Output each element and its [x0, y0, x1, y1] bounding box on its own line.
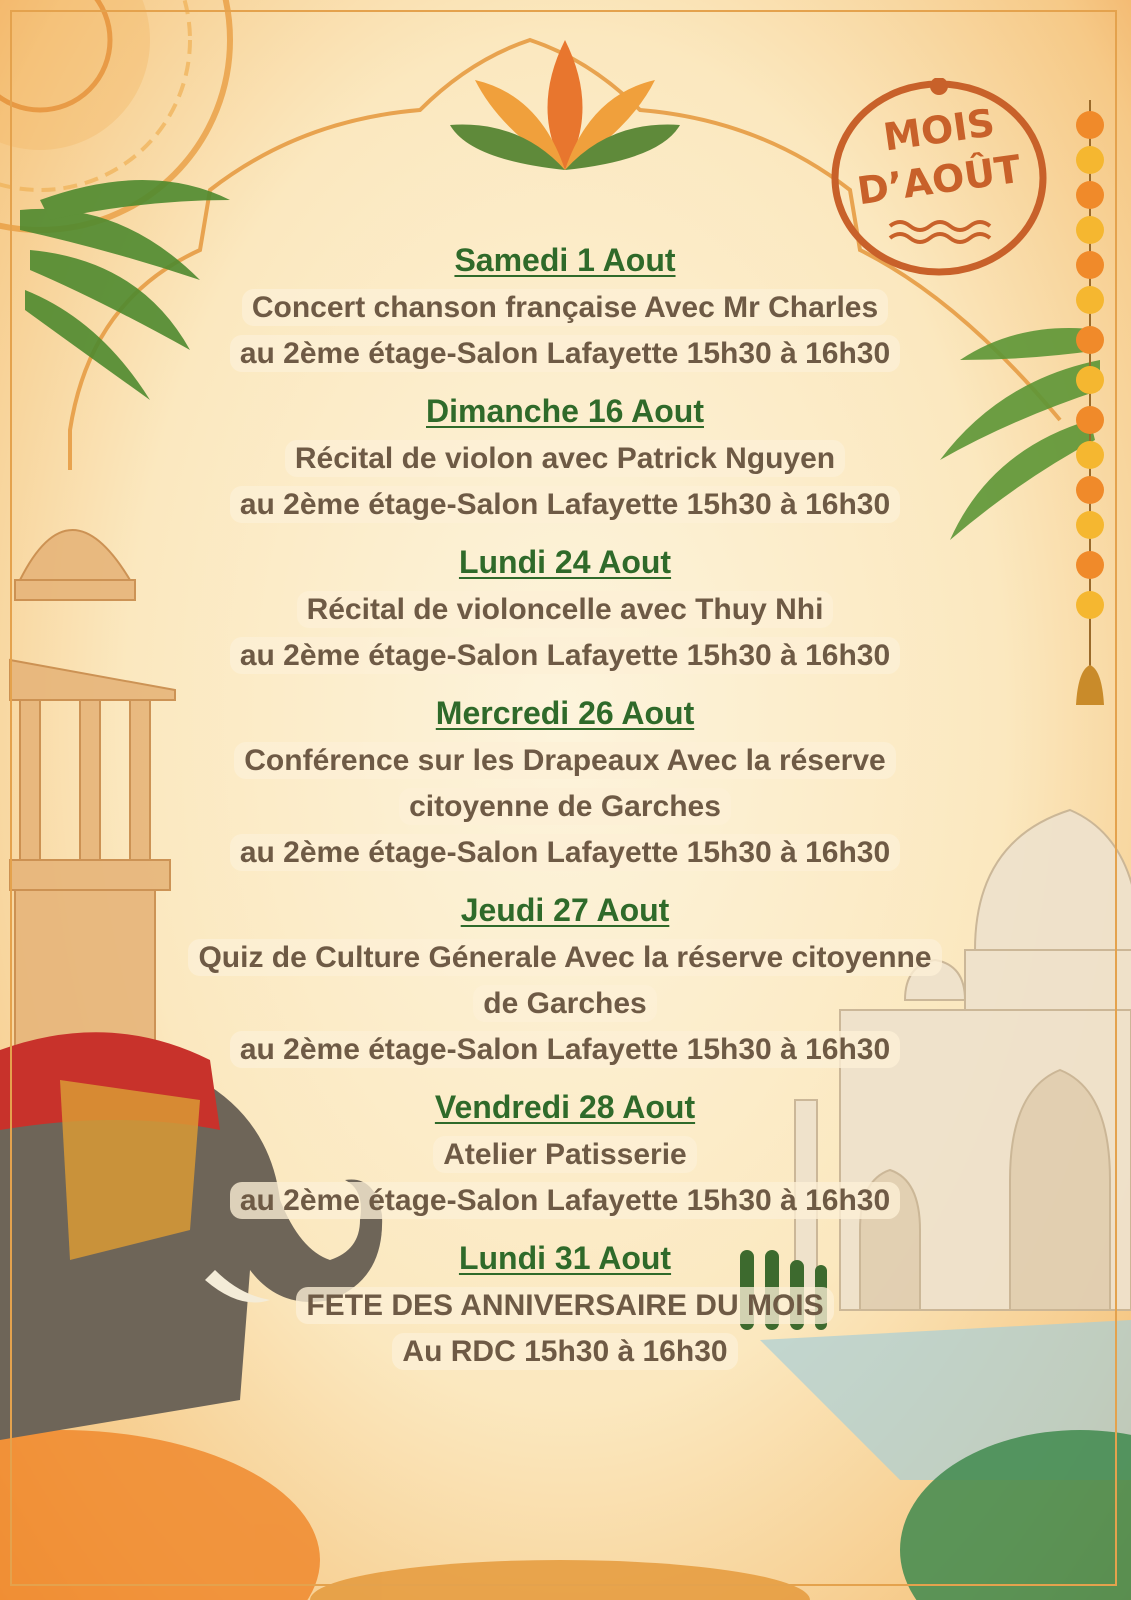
event-item: [140, 1238, 990, 1375]
event-date: Lundi 24 Aout: [458, 544, 672, 580]
stamp-line-1: MOIS: [880, 100, 998, 160]
event-item: [140, 542, 990, 679]
event-date: Lundi 31 Aout: [458, 1240, 672, 1276]
event-date: Mercredi 26 Aout: [435, 695, 695, 731]
event-description: Conférence sur les Drapeaux Avec la réserve: [234, 742, 895, 779]
events-list: [140, 240, 990, 1389]
event-description: Concert chanson française Avec Mr Charles: [242, 289, 888, 326]
event-date: Samedi 1 Aout: [454, 242, 676, 278]
event-location-time: au 2ème étage-Salon Lafayette 15h30 à 16h30: [230, 1182, 900, 1219]
event-description: citoyenne de Garches: [399, 788, 731, 825]
event-line: [140, 738, 990, 784]
event-line: [140, 784, 990, 830]
event-item: [140, 693, 990, 876]
event-location-time: Au RDC 15h30 à 16h30: [392, 1333, 737, 1370]
event-location-time: au 2ème étage-Salon Lafayette 15h30 à 16h30: [230, 486, 900, 523]
event-date: Vendredi 28 Aout: [434, 1089, 696, 1125]
event-line: [140, 1329, 990, 1375]
event-date: Jeudi 27 Aout: [460, 892, 670, 928]
event-item: [140, 1087, 990, 1224]
event-description: FETE DES ANNIVERSAIRE DU MOIS: [296, 1287, 833, 1324]
event-line: [140, 981, 990, 1027]
event-location-time: au 2ème étage-Salon Lafayette 15h30 à 16h30: [230, 834, 900, 871]
event-location-time: au 2ème étage-Salon Lafayette 15h30 à 16h30: [230, 1031, 900, 1068]
event-item: [140, 240, 990, 377]
event-line: [140, 587, 990, 633]
event-description: de Garches: [473, 985, 656, 1022]
event-line: [140, 633, 990, 679]
event-line: [140, 1132, 990, 1178]
event-line: [140, 482, 990, 528]
event-description: Récital de violon avec Patrick Nguyen: [285, 440, 845, 477]
event-item: [140, 890, 990, 1073]
event-description: Quiz de Culture Génerale Avec la réserve citoyenne: [188, 939, 941, 976]
event-date: Dimanche 16 Aout: [426, 393, 704, 429]
event-line: [140, 1178, 990, 1224]
event-location-time: au 2ème étage-Salon Lafayette 15h30 à 16h30: [230, 637, 900, 674]
event-line: [140, 1027, 990, 1073]
event-line: [140, 830, 990, 876]
event-line: [140, 1283, 990, 1329]
event-line: [140, 285, 990, 331]
event-line: [140, 331, 990, 377]
event-item: [140, 391, 990, 528]
event-line: [140, 935, 990, 981]
event-description: Atelier Patisserie: [433, 1136, 696, 1173]
stamp-line-2: D’AOÛT: [854, 146, 1024, 214]
event-description: Récital de violoncelle avec Thuy Nhi: [297, 591, 834, 628]
event-line: [140, 436, 990, 482]
event-location-time: au 2ème étage-Salon Lafayette 15h30 à 16h30: [230, 335, 900, 372]
